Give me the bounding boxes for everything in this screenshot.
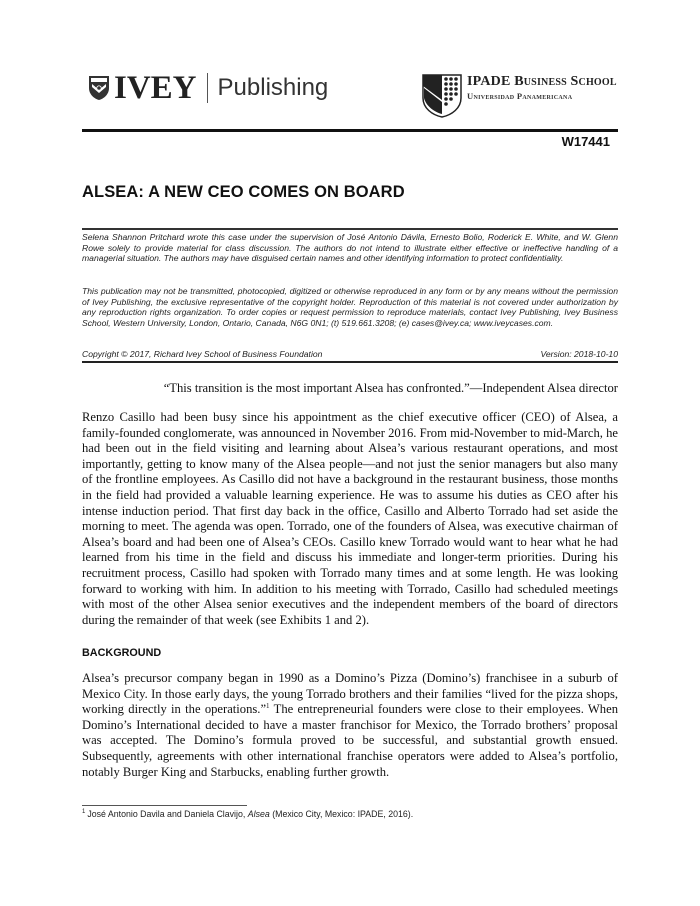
- case-title: ALSEA: A NEW CEO COMES ON BOARD: [82, 183, 405, 201]
- footnote-text-after: (Mexico City, Mexico: IPADE, 2016).: [269, 809, 414, 819]
- copyright-divider: [82, 361, 618, 363]
- background-paragraph: [82, 671, 618, 780]
- footnote-mark: 1: [82, 809, 86, 815]
- copyright-notice: This publication may not be transmitted, photocopied, digitized or otherwise reproduced in any form or by any means without the permission of Ivey Publishing, the exclusive representative of the copyright holder. Reproduction of this material is not covered under authorization by any reproduction rights organization. To order copies or request permission to reproduce materials, contact Ivey Publishing, Ivey Business School, Western University, London, Ontario, Canada, N6G 0N1; (t) 519.661.3208; (e) cases@ivey.ca; www.iveycases.com.: [82, 286, 618, 328]
- footnote: [82, 809, 413, 819]
- footnote-italic-title: Alsea: [247, 809, 270, 819]
- footnote-reference[interactable]: 1: [266, 702, 270, 710]
- ipade-shield-icon: [422, 74, 462, 118]
- publishing-label: Publishing: [217, 74, 329, 101]
- version-label: Version: 2018-10-10: [540, 349, 618, 359]
- epigraph-quote: “This transition is the most important Alsea has confronted.”—Independent Alsea director: [163, 381, 618, 395]
- ipade-business-school-logo: [422, 74, 617, 118]
- copyright-row: [82, 349, 618, 359]
- section-heading-background: BACKGROUND: [82, 647, 162, 659]
- footnote-text-before: José Antonio Davila and Daniela Clavijo,: [87, 809, 248, 819]
- footnote-divider: [82, 805, 247, 806]
- logo-separator: [207, 73, 208, 103]
- ipade-subtitle: Universidad Panamericana: [467, 91, 573, 101]
- background-text-part1: Alsea’s precursor company began in 1990 as a Domino’s Pizza (Domino’s) franchisee in a suburb of Mexico City. In those early days, the young Torrado brothers and their families “lived for the pizza shops, working directly in the operations.”: [82, 671, 618, 717]
- authorship-note: Selena Shannon Pritchard wrote this case under the supervision of José Antonio Dávila, Ernesto Bolio, Roderick E. White, and W. Glenn Rowe solely to provide material for class discussion. The authors do not intend to illustrate either effective or ineffective handling of a managerial situation. The authors may have disguised certain names and other identifying information to protect confidentiality.: [82, 232, 618, 264]
- ipade-name: IPADE Business School: [467, 74, 617, 89]
- intro-paragraph: Renzo Casillo had been busy since his appointment as the chief executive officer (CEO) of Alsea, a family-founded conglomerate, was announced in November 2016. From mid-November to mid-March, he had been out in the field visiting and learning about Alsea’s various restaurant operations, and most importantly, getting to know many of the Alsea people—and not just the senior managers but also many of the frontline employees. As Casillo did not have a background in the restaurant business, those months in the field had provided a valuable learning experience. He was to assume his duties as CEO after his intense induction period. That first day back in the office, Casillo and Alberto Torrado had set aside the morning to meet. The agenda was open. Torrado, one of the founders of Alsea, was executive chairman of Alsea’s board and had been one of Alsea’s CEOs. Casillo knew Torrado would want to hear what he had learned from his time in the field and discuss his immediate and longer-term priorities. During his recruitment process, Casillo had spoken with Torrado many times and at some length. He was looking forward to working with him. In addition to his meeting with Torrado, Casillo had scheduled meetings with most of the other Alsea senior executives and the independent members of the board of directors during the remainder of that week (see Exhibits 1 and 2).: [82, 410, 618, 627]
- copyright-line: Copyright © 2017, Richard Ivey School of Business Foundation: [82, 349, 323, 359]
- background-text-part2: The entrepreneurial founders were close to their employees. When Domino’s International decided to have a master franchisor for Mexico, the Torrado brothers’ proposal was accepted. The Domino’s formula proved to be successful, and substantial growth ensued. Subsequently, agreements with other international franchise operators were added to Alsea’s portfolio, notably Burger King and Starbucks, enabling further growth.: [82, 702, 618, 779]
- ivey-publishing-logo: [88, 70, 328, 106]
- title-divider: [82, 228, 618, 230]
- ivey-shield-icon: [88, 75, 110, 101]
- ivey-wordmark: IVEY: [114, 70, 197, 106]
- case-id: W17441: [561, 134, 610, 149]
- header-divider: [82, 129, 618, 132]
